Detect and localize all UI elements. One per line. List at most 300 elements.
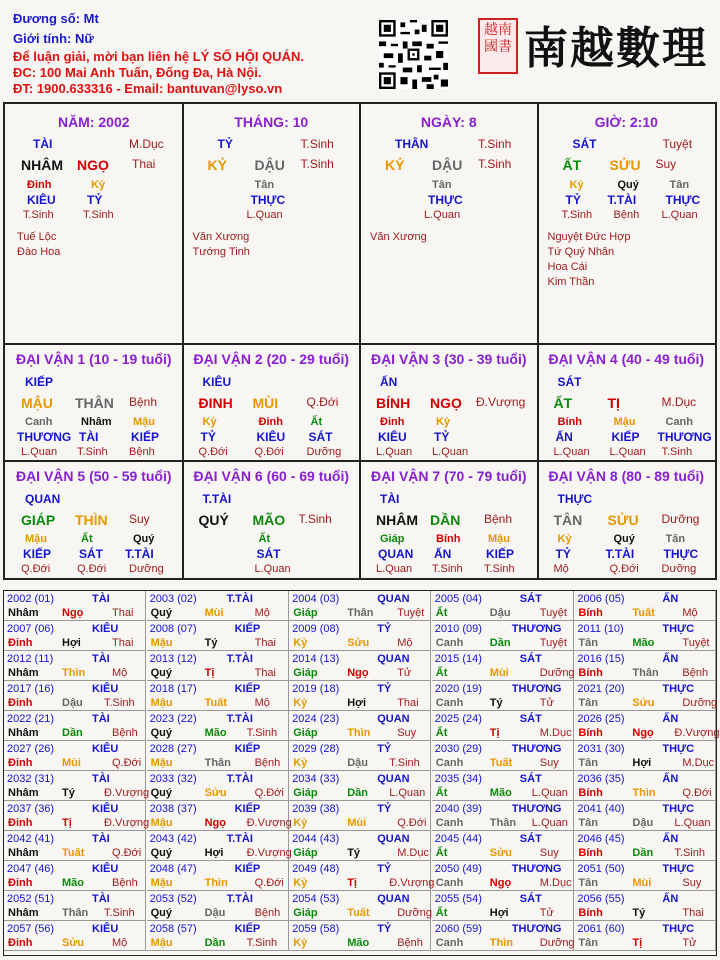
year-chi: Tý (347, 847, 361, 859)
hidden-star: TÀI (79, 430, 99, 444)
hidden-star: KIẾP (486, 547, 515, 561)
pillar-note: Nguyệt Đức Hợp (547, 231, 631, 243)
year-chi: Hợi (632, 757, 652, 769)
year-cell[interactable] (574, 681, 716, 711)
dai-van-1[interactable] (5, 345, 183, 461)
hidden-phase: Bệnh (613, 209, 640, 221)
year-cell[interactable] (147, 711, 289, 741)
hidden-phase: Q.Đới (198, 446, 228, 458)
year-cell[interactable] (574, 621, 716, 651)
hidden-star: SÁT (308, 430, 333, 444)
year-chi: Tuất (347, 907, 370, 919)
year-can: Giáp (293, 667, 318, 679)
year-star: KIÊU (92, 803, 119, 815)
year-can: Giáp (293, 787, 318, 799)
year-phase: Mộ (254, 697, 270, 709)
year-star: THỰC (662, 683, 695, 695)
year-chi: Ngọ (489, 877, 512, 889)
year-cell[interactable] (289, 891, 431, 921)
hidden-star: KIÊU (256, 430, 286, 444)
year-can: Nhâm (8, 667, 39, 679)
hidden-star: THỰC (428, 193, 463, 207)
year-can: Bính (578, 727, 603, 739)
year-cell[interactable] (574, 591, 716, 621)
year-cell[interactable] (574, 861, 716, 891)
dai-van-star: KIÊU (202, 375, 232, 389)
year-chi: Mùi (62, 757, 81, 769)
year-can: Nhâm (8, 607, 39, 619)
year-can: Canh (435, 757, 464, 769)
year-chi: Ngọ (204, 817, 226, 829)
year-cell[interactable] (4, 831, 146, 861)
dai-van-star: ẤN (380, 375, 398, 389)
hidden-phase: T.Sinh (661, 446, 693, 458)
year-label: 2012 (11) (7, 653, 54, 665)
year-can: Canh (435, 637, 464, 649)
year-star: THƯƠNG (511, 623, 562, 635)
year-chi: Dần (62, 727, 83, 739)
year-cell[interactable] (289, 861, 435, 891)
year-label: 2008 (07) (149, 623, 197, 635)
hidden-phase: L.Quan (376, 446, 413, 458)
year-phase: Thai (682, 907, 704, 919)
year-can: Kỷ (293, 877, 308, 889)
year-star: THỰC (662, 863, 695, 875)
pillar-can: KỶ (385, 157, 405, 173)
year-cell[interactable] (432, 891, 574, 921)
dai-van-7[interactable] (360, 462, 538, 578)
year-cell[interactable] (432, 591, 574, 621)
year-label: 2033 (32) (149, 773, 197, 785)
year-phase: Mộ (682, 607, 698, 619)
year-cell[interactable] (147, 861, 289, 891)
dai-van-5[interactable] (5, 462, 183, 578)
qr-code-icon[interactable] (379, 20, 448, 89)
year-star: KIÊU (92, 623, 119, 635)
year-phase: L.Quan (531, 817, 568, 829)
pillar-note: Tứ Quý Nhân (547, 246, 615, 258)
hidden-phase: L.Quan (424, 209, 461, 221)
hidden-can: Ất (258, 533, 271, 545)
pillar-note: Hoa Cái (547, 261, 588, 273)
hidden-phase: Q.Đới (77, 563, 107, 575)
year-cell[interactable] (574, 741, 716, 771)
hidden-star: THỰC (663, 547, 699, 561)
year-cell[interactable] (574, 801, 716, 831)
hidden-star: KIẾP (23, 547, 52, 561)
dai-van-chi: THÂN (75, 395, 114, 411)
year-chi: Thân (204, 757, 231, 769)
hidden-can: Đinh (380, 416, 405, 428)
pillar-note: Văn Xương (370, 231, 427, 243)
year-label: 2050 (49) (434, 863, 482, 875)
year-cell[interactable] (4, 651, 146, 681)
year-phase: Q.Đới (254, 877, 284, 889)
year-phase: Bệnh (682, 667, 709, 679)
hidden-phase: L.Quan (661, 209, 698, 221)
year-cell[interactable] (289, 651, 431, 681)
year-cell[interactable] (574, 921, 716, 951)
dai-van-can: BÍNH (376, 395, 411, 411)
year-chi: Hợi (489, 907, 509, 919)
year-chi: Mão (347, 937, 370, 949)
year-can: Quý (150, 907, 172, 919)
year-phase: Đ.Vượng (246, 847, 292, 859)
dai-van-phase: Dưỡng (661, 512, 700, 526)
year-phase: Dưỡng (539, 937, 575, 949)
year-star: QUAN (377, 773, 410, 785)
hidden-star: KIẾP (611, 430, 640, 444)
year-can: Nhâm (8, 727, 39, 739)
year-can: Nhâm (8, 907, 39, 919)
year-can: Nhâm (8, 787, 39, 799)
year-star: SÁT (519, 593, 542, 605)
year-cell[interactable] (432, 771, 574, 801)
year-chi: Dần (489, 637, 511, 649)
year-can: Đinh (8, 697, 33, 709)
year-phase: Bệnh (397, 937, 423, 949)
year-star: T.TÀI (226, 893, 253, 905)
hidden-can: Tân (665, 533, 686, 545)
dai-van-can: TÂN (553, 512, 583, 528)
pillar-chi: NGỌ (77, 157, 109, 173)
year-label: 2028 (27) (149, 743, 197, 755)
year-star: T.TÀI (226, 713, 253, 725)
year-cell[interactable] (289, 591, 431, 621)
year-cell[interactable] (432, 801, 574, 831)
year-star: TỶ (377, 623, 392, 635)
year-cell[interactable] (574, 891, 716, 921)
year-label: 2058 (57) (149, 923, 197, 935)
year-star: KIẾP (234, 803, 261, 815)
year-can: Quý (150, 667, 172, 679)
year-phase: Đ.Vượng (674, 727, 720, 739)
year-cell[interactable] (432, 831, 574, 861)
year-phase: T.Sinh (246, 727, 278, 739)
year-star: KIẾP (234, 863, 261, 875)
year-label: 2053 (52) (149, 893, 197, 905)
year-phase: T.Sinh (674, 847, 705, 859)
year-label: 2039 (38) (292, 803, 340, 815)
hidden-phase: T.Sinh (23, 209, 54, 221)
year-phase: Q.Đới (254, 787, 284, 799)
year-star: THƯƠNG (511, 683, 562, 695)
year-chi: Mùi (204, 607, 224, 619)
year-chi: Dần (347, 787, 368, 799)
year-phase: Đ.Vượng (104, 817, 150, 829)
year-chi: Dậu (204, 907, 226, 919)
pillar-title: NĂM: 2002 (57, 114, 130, 130)
dai-van-title: ĐẠI VẬN 7 (70 - 79 tuổi) (370, 468, 527, 484)
year-star: T.TÀI (226, 833, 253, 845)
year-cell[interactable] (432, 741, 574, 771)
pillar-note: Tuế Lộc (17, 231, 57, 243)
year-cell[interactable] (432, 861, 574, 891)
year-chi: Dần (632, 847, 654, 859)
year-phase: Đ.Vượng (389, 877, 435, 889)
dai-van-8[interactable] (538, 462, 716, 578)
year-cell[interactable] (289, 621, 431, 651)
hidden-star: TỶ (555, 547, 571, 561)
year-cell[interactable] (147, 771, 289, 801)
year-can: Kỷ (293, 637, 308, 649)
year-star: TÀI (92, 893, 110, 905)
year-label: 2007 (06) (7, 623, 55, 635)
year-star: ẤN (662, 653, 679, 665)
year-chi: Mão (489, 787, 512, 799)
hidden-star: KIẾP (131, 430, 160, 444)
pillar-2[interactable] (183, 104, 361, 343)
year-phase: Suy (397, 727, 417, 739)
year-phase: M.Dục (397, 847, 429, 859)
logo: 南越數理 (524, 23, 708, 74)
year-star: TÀI (92, 653, 110, 665)
year-can: Đinh (8, 937, 33, 949)
year-cell[interactable] (4, 801, 150, 831)
year-cell[interactable] (574, 651, 716, 681)
year-label: 2035 (34) (434, 773, 482, 785)
dai-van-title: ĐẠI VẬN 2 (20 - 29 tuổi) (193, 351, 350, 367)
dai-van-chi: TỊ (607, 395, 620, 411)
year-chi: Thìn (489, 937, 514, 949)
hidden-phase: L.Quan (246, 209, 283, 221)
pillar-chi: SỬU (609, 157, 641, 173)
pillar-chi: DẬU (254, 157, 285, 173)
year-cell[interactable] (574, 711, 720, 741)
year-cell[interactable] (4, 921, 146, 951)
hidden-phase: L.Quan (609, 446, 646, 458)
hidden-star: SÁT (79, 547, 103, 561)
year-cell[interactable] (4, 681, 146, 711)
year-star: TÀI (92, 773, 110, 785)
year-chi: Thân (62, 907, 89, 919)
year-cell[interactable] (289, 801, 431, 831)
year-label: 2019 (18) (292, 683, 340, 695)
year-cell[interactable] (147, 801, 292, 831)
year-cell[interactable] (432, 621, 574, 651)
year-cell[interactable] (4, 771, 150, 801)
year-cell[interactable] (147, 891, 289, 921)
year-cell[interactable] (289, 681, 431, 711)
year-phase: Mộ (254, 607, 270, 619)
year-star: KIÊU (92, 683, 119, 695)
year-star: ẤN (662, 833, 679, 845)
hidden-phase: T.Sinh (484, 563, 515, 575)
year-can: Ất (435, 607, 448, 619)
year-star: QUAN (377, 593, 410, 605)
year-chi: Thìn (632, 787, 656, 799)
year-chi: Thân (632, 667, 659, 679)
hidden-star: T.TÀI (125, 547, 154, 561)
hidden-star: THƯƠNG (657, 430, 712, 444)
year-can: Tân (578, 817, 598, 829)
year-label: 2043 (42) (149, 833, 197, 845)
hidden-star: KIÊU (27, 193, 56, 207)
year-chi: Thìn (62, 667, 86, 679)
year-chi: Hợi (62, 637, 81, 649)
year-cell[interactable] (4, 711, 146, 741)
year-phase: Tử (682, 937, 697, 949)
hidden-star: T.TÀI (607, 193, 637, 207)
year-label: 2021 (20) (577, 683, 625, 695)
hidden-can: Ất (81, 533, 93, 545)
year-phase: Đ.Vượng (246, 817, 292, 829)
dai-van-can: QUÝ (198, 512, 229, 528)
year-star: KIẾP (234, 923, 261, 935)
year-phase: Q.Đới (112, 757, 142, 769)
year-cell[interactable] (289, 831, 431, 861)
year-chi: Tị (632, 937, 643, 949)
year-can: Đinh (8, 817, 33, 829)
year-cell[interactable] (147, 681, 289, 711)
year-phase: Tử (539, 697, 554, 709)
year-cell[interactable] (4, 591, 146, 621)
year-label: 2052 (51) (7, 893, 55, 905)
pillar-note: Văn Xương (192, 231, 250, 243)
year-phase: T.Sinh (104, 907, 135, 919)
hidden-star: THỰC (665, 193, 701, 207)
year-chi: Tuất (62, 847, 85, 859)
year-star: ẤN (662, 593, 679, 605)
pillar-star-right: M.Dục (129, 137, 164, 151)
year-can: Canh (435, 877, 464, 889)
year-phase: Tuyệt (397, 607, 425, 619)
year-chi: Sửu (489, 847, 512, 859)
year-star: TÀI (92, 713, 110, 725)
year-star: KIẾP (234, 743, 261, 755)
year-cell[interactable] (4, 891, 146, 921)
dai-van-2[interactable] (183, 345, 361, 461)
pillar-star-right: Tuyệt (662, 137, 693, 151)
year-phase: Bệnh (254, 907, 281, 919)
year-cell[interactable] (147, 741, 289, 771)
year-cell[interactable] (574, 771, 716, 801)
pillar-note: Tướng Tinh (192, 246, 250, 258)
contact-line: Để luận giải, mời bạn liên hệ LÝ SỐ HỘI QUÁN. (13, 49, 304, 64)
year-label: 2013 (12) (149, 653, 197, 665)
year-cell[interactable] (4, 621, 146, 651)
hidden-phase: T.Sinh (561, 209, 593, 221)
dai-van-phase: Suy (129, 512, 150, 526)
dai-van-6[interactable] (183, 462, 361, 578)
hidden-can: Mậu (488, 533, 510, 545)
hidden-star: T.TÀI (605, 547, 635, 561)
year-star: SÁT (519, 773, 542, 785)
year-can: Bính (578, 667, 603, 679)
year-chi: Mão (62, 877, 84, 889)
year-label: 2040 (39) (434, 803, 482, 815)
year-cell[interactable] (147, 921, 289, 951)
year-cell[interactable] (4, 861, 146, 891)
year-star: T.TÀI (226, 593, 253, 605)
year-chi: Ngọ (632, 727, 654, 739)
year-cell[interactable] (147, 831, 292, 861)
pillar-3[interactable] (360, 104, 538, 343)
hidden-phase: Dưỡng (129, 563, 164, 575)
dai-van-title: ĐẠI VẬN 6 (60 - 69 tuổi) (193, 468, 350, 484)
year-cell[interactable] (289, 771, 431, 801)
year-star: TỶ (377, 683, 392, 695)
year-label: 2030 (29) (434, 743, 482, 755)
year-cell[interactable] (289, 711, 431, 741)
pillar-note: Đào Hoa (17, 246, 61, 258)
dai-van-star: THỰC (557, 492, 593, 506)
year-label: 2026 (25) (577, 713, 625, 725)
pillar-1[interactable] (5, 104, 183, 343)
year-chi: Hợi (204, 847, 224, 859)
year-can: Đinh (8, 877, 33, 889)
year-cell[interactable] (289, 921, 431, 951)
pillar-can: ẤT (562, 157, 582, 173)
year-cell[interactable] (147, 651, 289, 681)
year-chi: Mùi (632, 877, 652, 889)
year-cell[interactable] (574, 831, 716, 861)
year-label: 2016 (15) (577, 653, 625, 665)
dai-van-phase: Bệnh (484, 512, 513, 526)
year-star: TỶ (377, 863, 392, 875)
year-chi: Tý (204, 637, 218, 649)
year-cell[interactable] (4, 741, 146, 771)
year-label: 2022 (21) (7, 713, 55, 725)
year-phase: Thai (112, 607, 134, 619)
year-phase: Dưỡng (397, 907, 432, 919)
year-star: TỶ (377, 803, 392, 815)
year-phase: Dưỡng (682, 697, 718, 709)
year-label: 2036 (35) (577, 773, 625, 785)
hidden-phase: L.Quan (21, 446, 58, 458)
pillar-star-right: T.Sinh (300, 137, 334, 151)
year-chi: Tý (632, 907, 646, 919)
year-phase: Bệnh (254, 757, 281, 769)
year-label: 2005 (04) (434, 593, 482, 605)
year-phase: L.Quan (531, 787, 568, 799)
year-label: 2006 (05) (577, 593, 625, 605)
year-cell[interactable] (289, 741, 431, 771)
year-cell[interactable] (147, 621, 289, 651)
year-cell[interactable] (432, 681, 574, 711)
year-phase: M.Dục (539, 727, 572, 739)
year-label: 2010 (09) (434, 623, 482, 635)
pillar-chi-phase: T.Sinh (300, 157, 334, 171)
hidden-phase: Q.Đới (609, 563, 639, 575)
year-chi: Mão (632, 637, 655, 649)
year-can: Canh (435, 937, 464, 949)
year-cell[interactable] (147, 591, 289, 621)
dai-van-phase: M.Dục (661, 395, 697, 409)
hidden-can: Bính (436, 533, 461, 545)
dai-van-4[interactable] (538, 345, 716, 461)
year-can: Mậu (150, 817, 173, 829)
year-can: Tân (578, 937, 598, 949)
year-chi: Tị (62, 817, 72, 829)
year-cell[interactable] (432, 921, 574, 951)
hidden-star: SÁT (256, 547, 281, 561)
dai-van-phase: Bệnh (129, 395, 158, 409)
year-can: Mậu (150, 937, 173, 949)
pillar-4[interactable] (538, 104, 716, 343)
pillar-title: THÁNG: 10 (234, 114, 309, 130)
year-chi: Tuất (489, 757, 513, 769)
year-cell[interactable] (432, 651, 574, 681)
year-cell[interactable] (432, 711, 574, 741)
pillar-star: THÂN (395, 137, 429, 151)
dai-van-title: ĐẠI VẬN 4 (40 - 49 tuổi) (548, 351, 705, 367)
hidden-phase: Dưỡng (306, 446, 342, 458)
dai-van-3[interactable] (360, 345, 538, 461)
year-chi: Sửu (347, 637, 370, 649)
hidden-phase: Q.Đới (254, 446, 284, 458)
hidden-phase: T.Sinh (432, 563, 463, 575)
